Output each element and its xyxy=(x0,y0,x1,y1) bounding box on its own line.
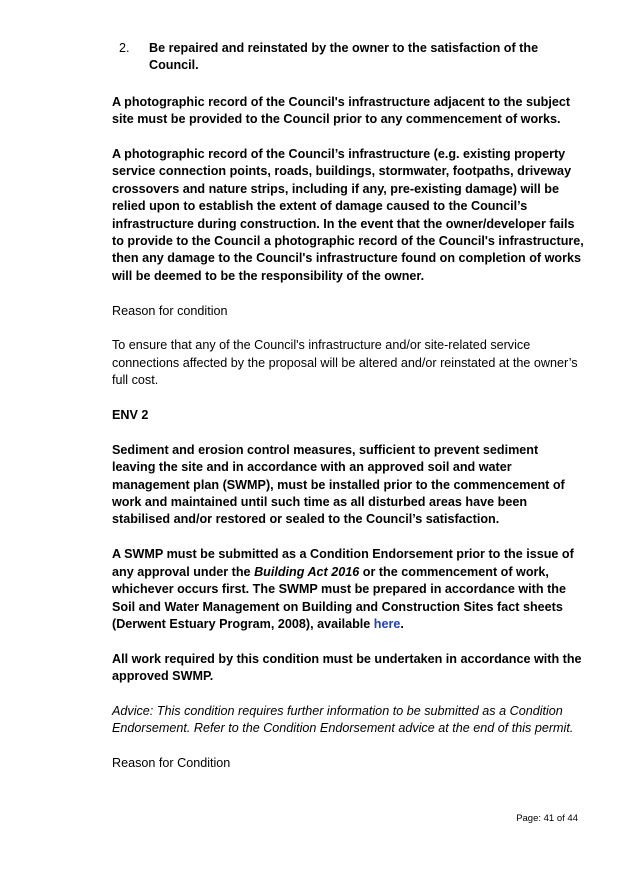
page-content xyxy=(112,40,584,790)
list-item xyxy=(119,40,584,75)
photo-record-paragraph-1: A photographic record of the Council's infrastructure adjacent to the subject site must be provided to the Council prior to any commencement of works. xyxy=(112,94,571,127)
reason-label: Reason for condition xyxy=(112,303,228,318)
reason-label-2: Reason for Condition xyxy=(112,756,231,771)
swmp-text-part3: . xyxy=(400,616,404,631)
sediment-paragraph: Sediment and erosion control measures, sufficient to prevent sediment leaving the site and in accordance with an approved soil and water management plan (SWMP), must be installed prior to the commencement of work and maintained until such time as all disturbed areas have been stabilised and/or restored or sealed to the Council’s satisfaction. xyxy=(112,442,565,527)
building-act-title: Building Act 2016 xyxy=(254,564,360,579)
reason-text: To ensure that any of the Council's infrastructure and/or site-related service connections affected by the proposal will be altered and/or reinstated at the owner’s full cost. xyxy=(112,338,578,388)
swmp-text-part2: or the commencement of work, whichever occurs first. The SWMP must be prepared in accordance with the Soil and Water Management on Building and Construction Sites fact sheets (Derwent Estuary Program, 2008), available xyxy=(112,564,566,631)
all-work-paragraph: All work required by this condition must be undertaken in accordance with the approved SWMP. xyxy=(112,651,582,684)
list-text: Be repaired and reinstated by the owner to the satisfaction of the Council. xyxy=(149,41,539,73)
list-number: 2. xyxy=(119,41,130,55)
advice-paragraph: Advice: This condition requires further information to be submitted as a Condition Endorsement. Refer to the Condition Endorsement advice at the end of this permit. xyxy=(112,703,574,736)
photo-record-paragraph-2: A photographic record of the Council’s infrastructure (e.g. existing property service connection points, roads, buildings, stormwater, footpaths, driveway crossovers and nature strips, including if any, pre-existing damage) will be relied upon to establish the extent of damage caused to the Council’s infrastructure during construction. In the event that the owner/developer fails to provide to the Council a photographic record of the Council's infrastructure, then any damage to the Council's infrastructure found on completion of works will be deemed to be the responsibility of the owner. xyxy=(112,147,584,283)
swmp-paragraph xyxy=(112,546,584,633)
here-link[interactable]: here xyxy=(373,616,401,631)
swmp-text-part1: A SWMP must be submitted as a Condition Endorsement prior to the issue of any approval under the xyxy=(112,547,574,579)
condition-heading-env2: ENV 2 xyxy=(112,408,149,423)
page-number-footer: Page: 41 of 44 xyxy=(516,813,578,824)
